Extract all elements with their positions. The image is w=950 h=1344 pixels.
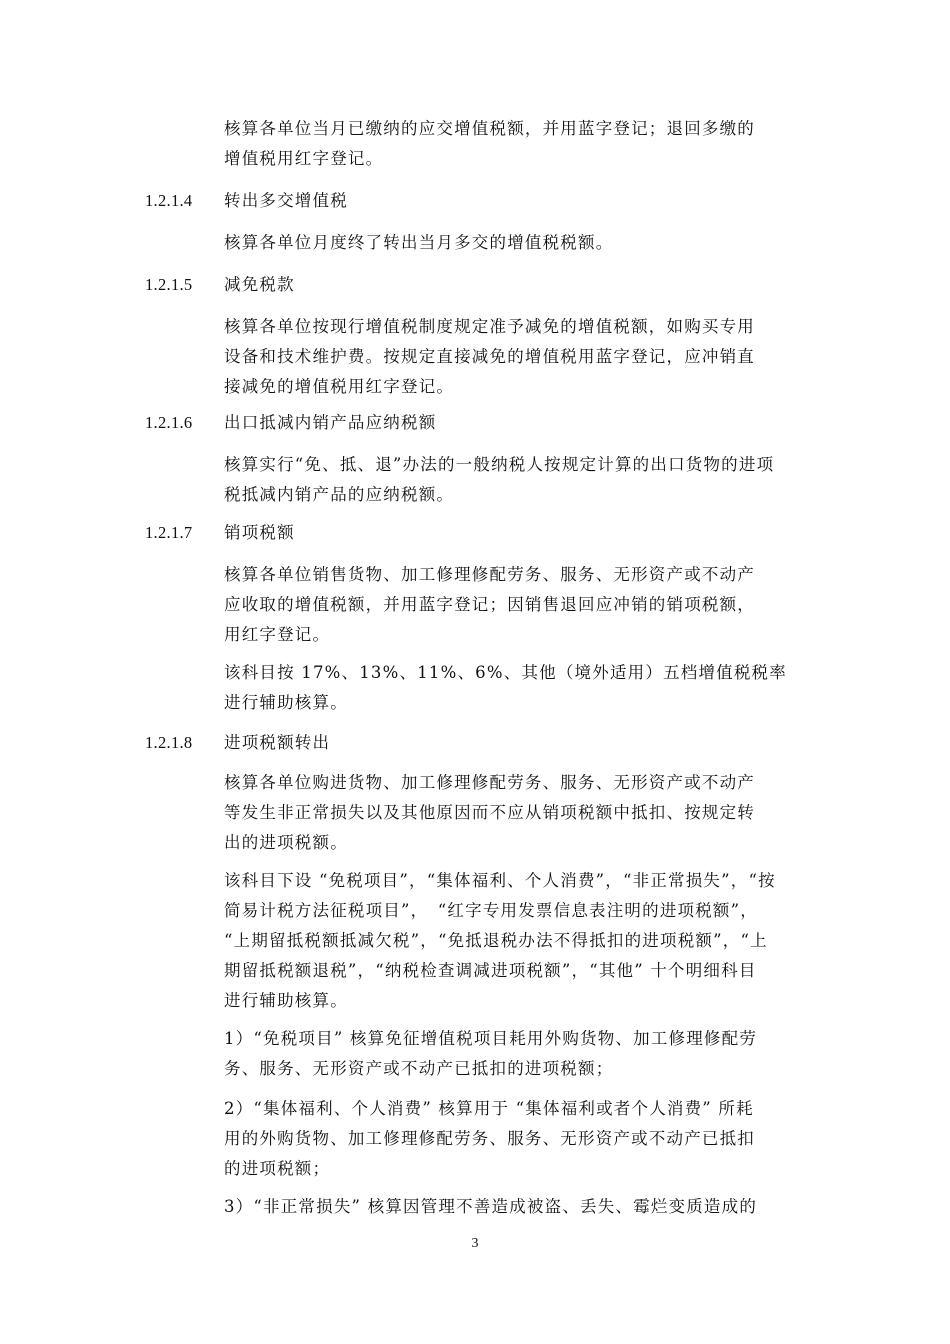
paragraph-output-tax: [224, 560, 810, 650]
text-line: 税抵减内销产品的应纳税额。: [224, 485, 455, 504]
text-line: 核算各单位销售货物、加工修理修配劳务、服务、无形资产或不动产: [224, 565, 755, 584]
section-number: 1.2.1.6: [145, 413, 193, 432]
text-line: 设备和技术维护费。按规定直接减免的增值税用蓝字登记，应冲销直: [224, 347, 755, 366]
text-line: 增值税用红字登记。: [224, 149, 384, 168]
text-line: 该科目按 17%、13%、11%、6%、其他（境外适用）五档增值税税率: [224, 663, 787, 682]
text-line: 用红字登记。: [224, 625, 331, 644]
section-title: 出口抵减内销产品应纳税额: [224, 413, 437, 432]
paragraph-transfer-overpaid: [224, 228, 810, 258]
text-line: 核算各单位按现行增值税制度规定准予减免的增值税额，如购买专用: [224, 317, 755, 336]
text-line: 3）“非正常损失” 核算因管理不善造成被盗、丢失、霉烂变质造成的: [224, 1197, 758, 1216]
paragraph-tax-reduction: [224, 312, 810, 402]
text-line: 核算各单位当月已缴纳的应交增值税额，并用蓝字登记；退回多缴的: [224, 119, 755, 138]
section-number: 1.2.1.4: [145, 191, 193, 210]
section-number: 1.2.1.7: [145, 523, 193, 542]
text-line: 核算各单位月度终了转出当月多交的增值税税额。: [224, 233, 614, 252]
section-title: 减免税款: [224, 275, 295, 294]
list-item-1: [224, 1024, 810, 1084]
text-line: 该科目下设 “免税项目”，“集体福利、个人消费”，“非正常损失”，“按: [224, 871, 776, 890]
text-line: 进行辅助核算。: [224, 693, 348, 712]
section-heading-1-2-1-8: [145, 728, 330, 758]
text-line: 1）“免税项目” 核算免征增值税项目耗用外购货物、加工修理修配劳: [224, 1029, 758, 1048]
text-line: 等发生非正常损失以及其他原因而不应从销项税额中抵扣、按规定转: [224, 803, 755, 822]
text-line: 简易计税方法征税项目”， “红字专用发票信息表注明的进项税额”，: [224, 901, 758, 920]
section-title: 转出多交增值税: [224, 191, 348, 210]
list-item-2: [224, 1094, 810, 1184]
section-heading-1-2-1-7: [145, 518, 295, 548]
section-heading-1-2-1-4: [145, 186, 348, 216]
paragraph-vat-paid: [224, 114, 810, 174]
text-line: 接减免的增值税用红字登记。: [224, 377, 455, 396]
paragraph-export-offset: [224, 450, 810, 510]
paragraph-output-tax-rates: [224, 658, 810, 718]
section-heading-1-2-1-5: [145, 270, 295, 300]
section-heading-1-2-1-6: [145, 408, 436, 438]
section-number: 1.2.1.8: [145, 733, 193, 752]
page-number: 3: [471, 1236, 479, 1251]
list-item-3: [224, 1192, 810, 1222]
text-line: 的进项税额；: [224, 1159, 331, 1178]
text-line: 务、服务、无形资产或不动产已抵扣的进项税额；: [224, 1059, 614, 1078]
text-line: 核算实行“免、抵、退”办法的一般纳税人按规定计算的出口货物的进项: [224, 455, 775, 474]
text-line: 用的外购货物、加工修理修配劳务、服务、无形资产或不动产已抵扣: [224, 1129, 755, 1148]
text-line: 进行辅助核算。: [224, 991, 348, 1010]
section-number: 1.2.1.5: [145, 275, 193, 294]
text-line: 应收取的增值税额，并用蓝字登记；因销售退回应冲销的销项税额，: [224, 595, 755, 614]
paragraph-input-tax-transfer: [224, 768, 810, 858]
paragraph-sub-accounts: [224, 866, 810, 1016]
text-line: “上期留抵税额抵减欠税”，“免抵退税办法不得抵扣的进项税额”，“上: [224, 931, 768, 950]
text-line: 2）“集体福利、个人消费” 核算用于 “集体福利或者个人消费” 所耗: [224, 1099, 754, 1118]
text-line: 核算各单位购进货物、加工修理修配劳务、服务、无形资产或不动产: [224, 773, 755, 792]
section-title: 销项税额: [224, 523, 295, 542]
section-title: 进项税额转出: [224, 733, 331, 752]
text-line: 期留抵税额退税”，“纳税检查调减进项税额”，“其他” 十个明细科目: [224, 961, 757, 980]
text-line: 出的进项税额。: [224, 833, 348, 852]
